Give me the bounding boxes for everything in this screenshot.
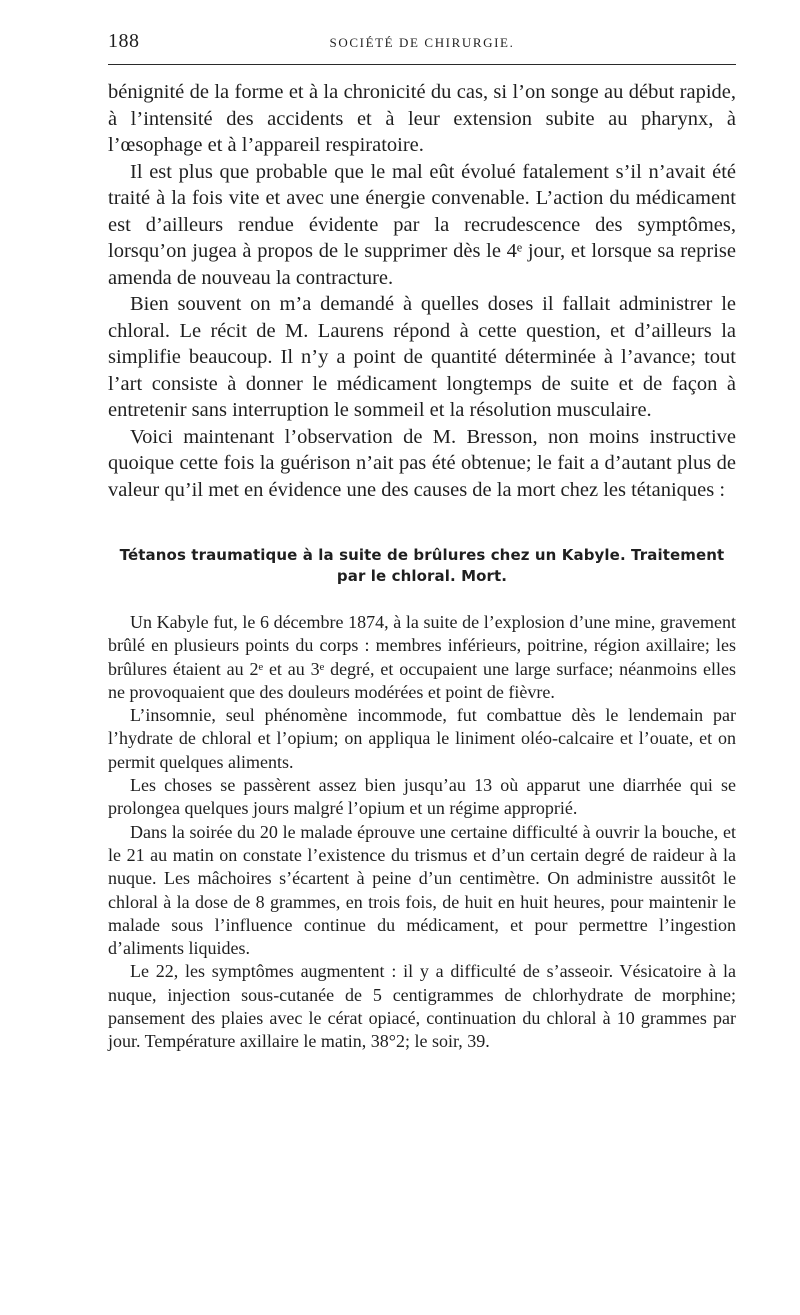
observation-title-line: par le chloral. Mort.	[336, 567, 508, 585]
observation-paragraph: Le 22, les symptômes augmentent : il y a difficulté de s’asseoir. Vésicatoire à la nuque, injection sous-cutanée de 5 centigrammes de chlorhydrate de morphine; pansement des plaies avec le cérat opiacé, continuation du chloral à 10 grammes par jour. Température axillaire le matin, 38°2; le soir, 39.	[108, 961, 736, 1052]
paragraph: Bien souvent on m’a demandé à quelles doses il fallait administrer le chloral. Le récit de M. Laurens répond à cette question, et d’ailleurs la simplifie beaucoup. Il n’y a point de quantité déterminée à l’avance; tout l’art consiste à donner le médicament longtemps de suite et de façon à entretenir sans interruption le sommeil et la résolution musculaire.	[108, 293, 736, 421]
paragraph: Il est plus que probable que le mal eût évolué fatalement s’il n’avait été traité à la fois vite et avec une énergie convenable. L’action du médicament est d’ailleurs rendue évidente par la recrudescence des symptômes, lorsqu’on jugea à propos de le supprimer dès le 4ᵉ jour, et lorsque sa reprise amenda de nouveau la contracture.	[108, 160, 736, 289]
observation-text	[108, 611, 736, 1054]
book-page	[108, 0, 736, 1054]
running-head	[108, 0, 736, 56]
observation-paragraph: Les choses se passèrent assez bien jusqu’au 13 où apparut une diarrhée qui se prolongea quelques jours malgré l’opium et un régime approprié.	[108, 775, 736, 819]
observation-title	[108, 545, 736, 587]
paragraph-continuation: bénignité de la forme et à la chronicité du cas, si l’on songe au début rapide, à l’intensité des accidents et à leur extension subite au pharynx, à l’œsophage et à l’appareil respiratoire.	[108, 81, 736, 156]
observation-paragraph: Dans la soirée du 20 le malade éprouve une certaine difficulté à ouvrir la bouche, et le 21 au matin on constate l’existence du trismus et d’un certain degré de raideur à la nuque. Les mâchoires s’écartent à peine d’un centimètre. On administre aussitôt le chloral à la dose de 8 grammes, en trois fois, de huit en huit heures, pour maintenir le malade sous l’influence continue du médicament, et pour permettre l’ingestion d’aliments liquides.	[108, 821, 736, 959]
observation-title-line: Tétanos traumatique à la suite de brûlures chez un Kabyle. Traitement	[119, 546, 725, 564]
running-title: SOCIÉTÉ DE CHIRURGIE.	[329, 35, 515, 50]
body-text	[108, 79, 736, 503]
observation-paragraph: Un Kabyle fut, le 6 décembre 1874, à la suite de l’explosion d’une mine, gravement brûlé en plusieurs points du corps : membres inférieurs, poitrine, région axillaire; les brûlures étaient au 2ᵉ et au 3ᵉ degré, et occupaient une large surface; néanmoins elles ne provoquaient que des douleurs modérées et point de fièvre.	[108, 612, 736, 702]
paragraph: Voici maintenant l’observation de M. Bresson, non moins instructive quoique cette fois la guérison n’ait pas été obtenue; le fait a d’autant plus de valeur qu’il met en évidence une des causes de la mort chez les tétaniques :	[108, 425, 736, 501]
page-number: 188	[108, 30, 140, 52]
header-rule	[108, 64, 736, 65]
observation-paragraph: L’insomnie, seul phénomène incommode, fut combattue dès le lendemain par l’hydrate de chloral et l’opium; on appliqua le liniment oléo-calcaire et l’ouate, et on permit quelques aliments.	[108, 705, 736, 772]
